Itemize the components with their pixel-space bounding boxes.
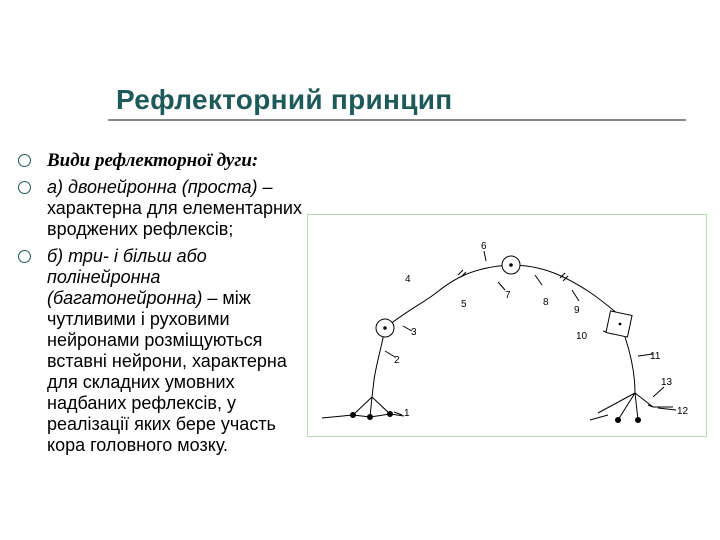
label-11: 11 bbox=[650, 351, 661, 362]
label-6: 6 bbox=[481, 241, 487, 252]
label-3: 3 bbox=[411, 327, 417, 338]
circle-bullet-icon bbox=[18, 154, 31, 167]
label-9: 9 bbox=[574, 305, 580, 316]
label-13: 13 bbox=[661, 377, 673, 388]
label-7: 7 bbox=[505, 290, 511, 301]
bullet-list bbox=[14, 150, 314, 462]
label-12: 12 bbox=[677, 406, 689, 417]
label-4: 4 bbox=[405, 274, 411, 285]
title-underline bbox=[108, 119, 686, 121]
slide-title: Рефлекторний принцип bbox=[116, 84, 453, 115]
efferent-arc bbox=[511, 265, 619, 315]
motor-fiber bbox=[625, 337, 635, 393]
label-1: 1 bbox=[404, 408, 410, 419]
synapse-mark-left bbox=[458, 270, 466, 277]
bullet-text: – між чутливими і руховими нейронами розміщуються вставні нейрони, характерна для складних умовних надбаних рефлексів, у реалізації яких бере участь кора головного мозку. bbox=[47, 288, 287, 455]
reflex-arc-svg bbox=[308, 215, 708, 438]
afferent-arc bbox=[385, 265, 511, 328]
label-5: 5 bbox=[461, 299, 467, 310]
effector-branches bbox=[590, 393, 673, 420]
bullet-text: – характерна для елементарних вроджених рефлексів; bbox=[47, 177, 302, 239]
bullet-lead: б) три- і більш або полінейронна (багатонейронна) bbox=[47, 246, 207, 308]
circle-bullet-icon bbox=[18, 181, 31, 194]
label-2: 2 bbox=[394, 355, 400, 366]
sensory-fiber bbox=[372, 328, 385, 397]
bullet-item bbox=[14, 150, 314, 171]
bullet-item bbox=[14, 246, 314, 456]
label-10: 10 bbox=[576, 331, 588, 342]
circle-bullet-icon bbox=[18, 250, 31, 263]
bullet-lead: Види рефлекторної дуги: bbox=[47, 150, 259, 171]
reflex-arc-diagram bbox=[307, 214, 707, 437]
bullet-item bbox=[14, 177, 314, 240]
label-8: 8 bbox=[543, 297, 549, 308]
bullet-lead: а) двонейронна (проста) bbox=[47, 177, 258, 197]
